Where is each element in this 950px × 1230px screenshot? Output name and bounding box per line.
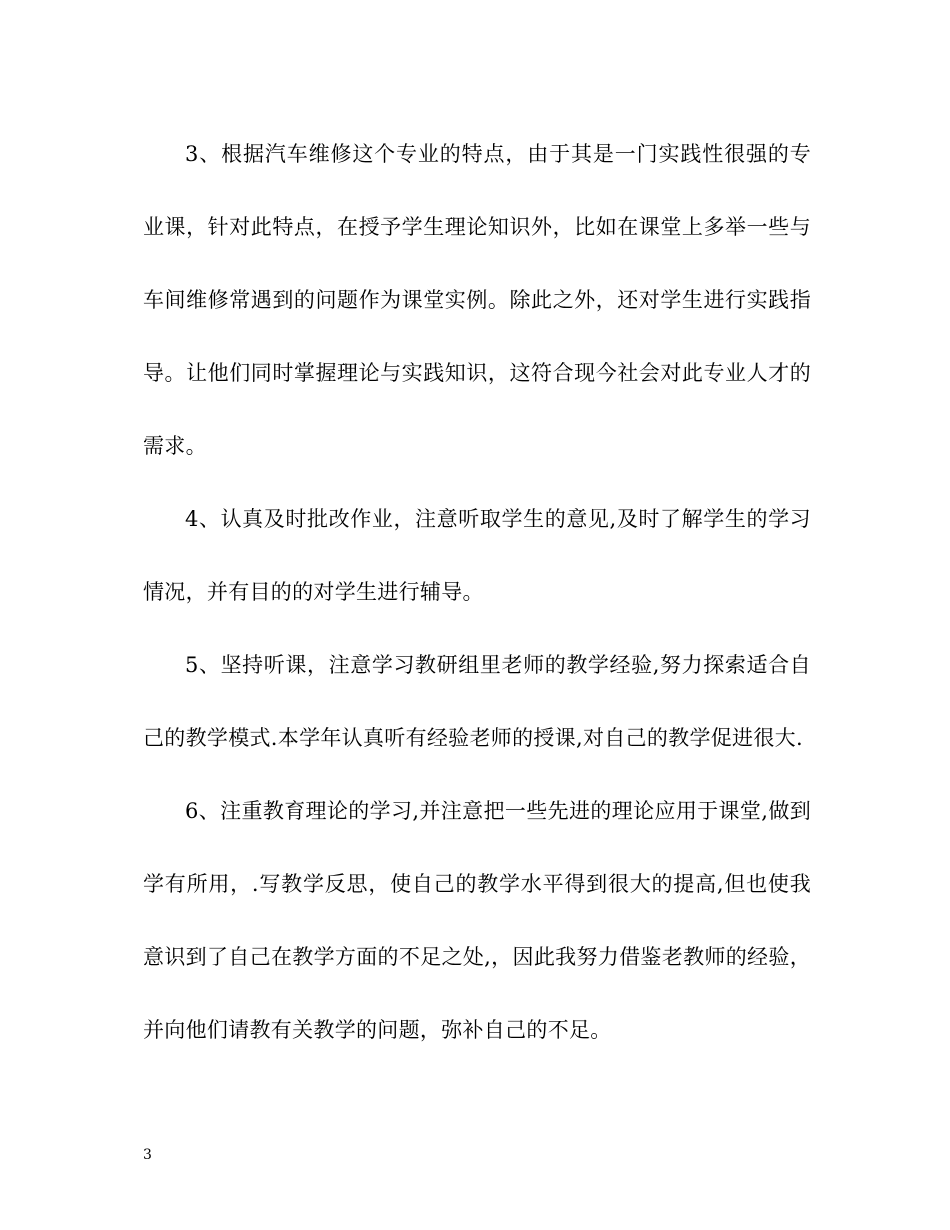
document-body: [143, 118, 811, 1067]
page-number: 3: [143, 1147, 152, 1163]
paragraph-item-5: 5、坚持听课，注意学习教研组里老师的教学经验,努力探索适合自己的教学模式.本学年认真听有经验老师的授课,对自己的教学促进很大.: [143, 653, 811, 750]
paragraph-item-6: 6、注重教育理论的学习,并注意把一些先进的理论应用于课堂,做到学有所用，.写教学反思，使自己的教学水平得到很大的提高,但也使我意识到了自己在教学方面的不足之处,，因此我努力借鉴老教师的经验，并向他们请教有关教学的问题，弥补自己的不足。: [143, 799, 811, 1042]
paragraph-item-3: 3、根据汽车维修这个专业的特点，由于其是一门实践性很强的专业课，针对此特点，在授予学生理论知识外，比如在课堂上多举一些与车间维修常遇到的问题作为课堂实例。除此之外，还对学生进行实践指导。让他们同时掌握理论与实践知识，这符合现今社会对此专业人才的需求。: [143, 142, 811, 458]
paragraph-item-4: 4、认真及时批改作业，注意听取学生的意见,及时了解学生的学习情况，并有目的的对学生进行辅导。: [143, 507, 811, 604]
